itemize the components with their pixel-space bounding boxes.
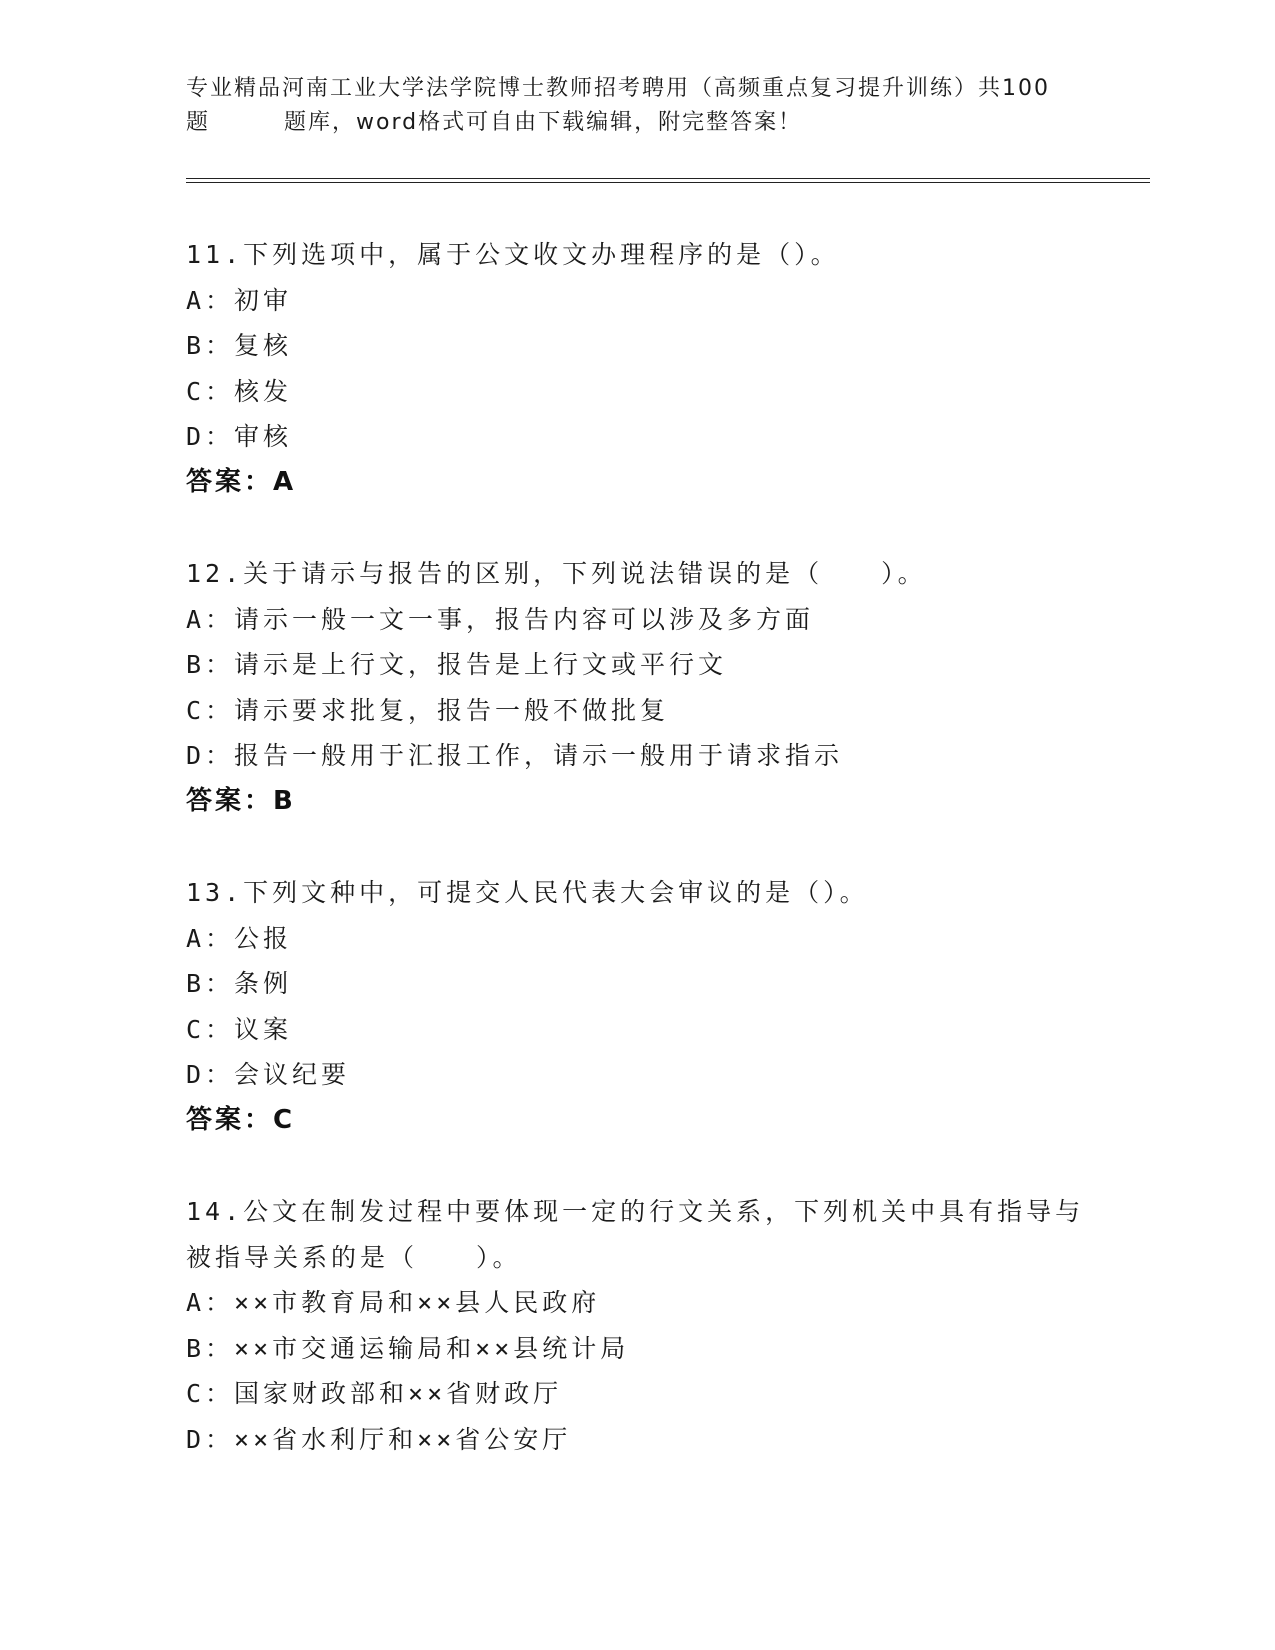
option-b: B：请示是上行文，报告是上行文或平行文 xyxy=(186,650,728,679)
option-a: A：请示一般一文一事，报告内容可以涉及多方面 xyxy=(186,604,815,634)
question-14 xyxy=(186,1189,1086,1462)
answer-label: 答案： xyxy=(186,785,274,816)
header-title-line-2-rest: 题库，word格式可自由下载编辑，附完整答案！ xyxy=(284,110,803,135)
header-title-line-1: 专业精品河南工业大学法学院博士教师招考聘用（高频重点复习提升训练）共100 xyxy=(186,76,1050,101)
answer-line xyxy=(186,460,1086,506)
question-13 xyxy=(186,870,1086,1143)
question-12 xyxy=(186,551,1086,824)
question-stem: 13.下列文种中，可提交人民代表大会审议的是（）。 xyxy=(186,878,869,907)
header-title-line-2 xyxy=(186,106,1086,140)
question-stem-line-1: 14.公文在制发过程中要体现一定的行文关系，下列机关中具有指导与 xyxy=(186,1197,1085,1226)
answer-label: 答案： xyxy=(186,1104,274,1135)
option-b: B：条例 xyxy=(186,969,293,998)
option-b: B：××市交通运输局和××县统计局 xyxy=(186,1333,630,1363)
question-stem: 11.下列选项中，属于公文收文办理程序的是（）。 xyxy=(186,240,840,269)
answer-value: B xyxy=(273,785,294,816)
option-d: D：报告一般用于汇报工作，请示一般用于请求指示 xyxy=(186,741,844,770)
question-11 xyxy=(186,232,1086,505)
option-a: A：××市教育局和××县人民政府 xyxy=(186,1288,601,1317)
question-stem: 12.关于请示与报告的区别，下列说法错误的是（ ）。 xyxy=(186,559,927,588)
header-title-line-2-start: 题 xyxy=(186,110,211,135)
answer-label: 答案： xyxy=(186,466,274,497)
header-divider-bottom xyxy=(186,182,1150,183)
answer-value: C xyxy=(273,1104,294,1135)
question-stem-line-2: 被指导关系的是（ ）。 xyxy=(186,1242,522,1272)
answer-value: A xyxy=(273,466,295,497)
option-c: C：国家财政部和××省财政厅 xyxy=(186,1379,563,1408)
option-b: B：复核 xyxy=(186,331,293,360)
option-a: A：初审 xyxy=(186,285,293,315)
option-c: C：核发 xyxy=(186,376,293,406)
option-c: C：议案 xyxy=(186,1014,293,1044)
answer-line xyxy=(186,779,1086,825)
option-d: D：××省水利厅和××省公安厅 xyxy=(186,1424,572,1454)
answer-line xyxy=(186,1098,1086,1144)
option-d: D：审核 xyxy=(186,422,293,451)
document-header xyxy=(186,72,1086,140)
header-divider-top xyxy=(186,178,1150,179)
option-d: D：会议纪要 xyxy=(186,1060,351,1089)
option-a: A：公报 xyxy=(186,923,293,953)
option-c: C：请示要求批复，报告一般不做批复 xyxy=(186,695,670,725)
